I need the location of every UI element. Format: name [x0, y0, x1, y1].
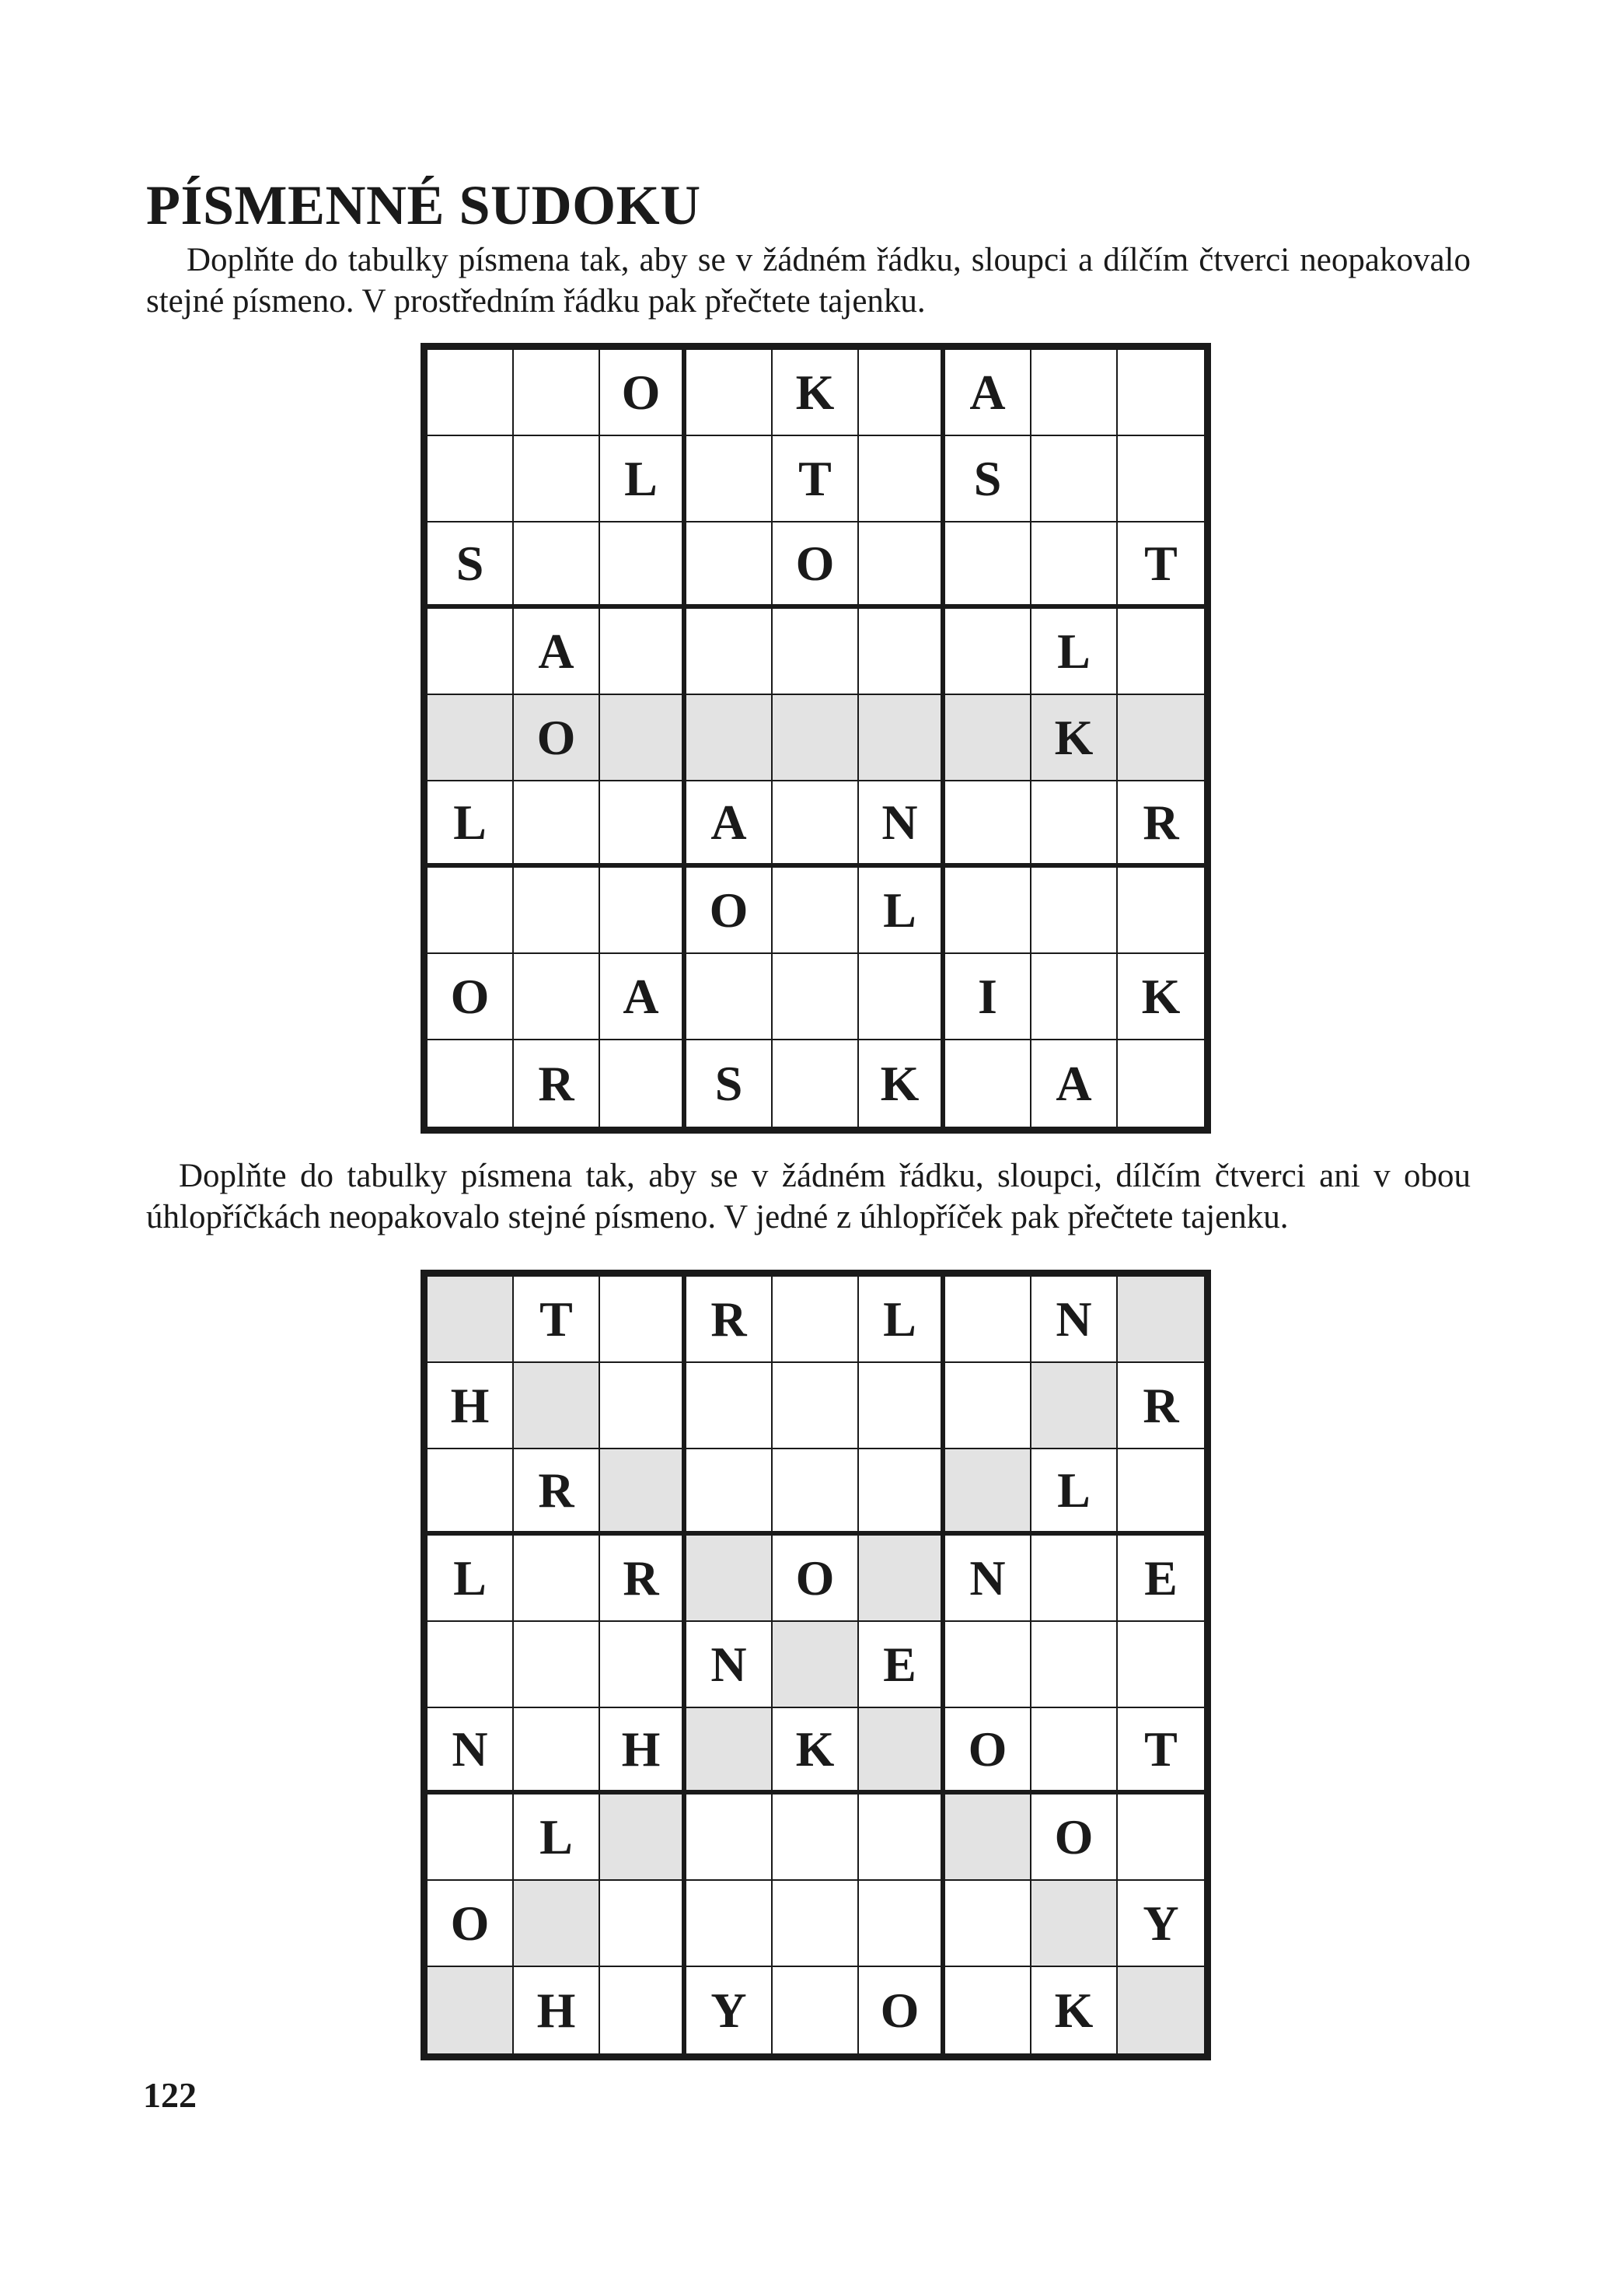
grid-cell: [514, 1881, 600, 1967]
grid-cell: [859, 350, 945, 436]
grid-cell: N: [945, 1536, 1031, 1622]
grid-cell: [859, 1449, 945, 1536]
grid-cell: [1118, 695, 1204, 781]
grid-cell: [773, 1967, 859, 2053]
grid-cell: S: [686, 1040, 773, 1127]
sudoku-grid-1: [421, 343, 1211, 1134]
grid-cell: [773, 1795, 859, 1881]
grid-cell: [945, 1622, 1031, 1708]
grid-cell: [1031, 954, 1118, 1040]
grid-cell: [945, 868, 1031, 954]
grid-cell: [773, 1449, 859, 1536]
grid-cell: K: [1031, 695, 1118, 781]
grid-cell: [859, 954, 945, 1040]
grid-cell: [428, 1040, 514, 1127]
grid-cell: [600, 695, 686, 781]
grid-cell: [1031, 1881, 1118, 1967]
grid-cell: [686, 350, 773, 436]
grid-cell: Y: [686, 1967, 773, 2053]
grid-cell: [686, 1536, 773, 1622]
grid-cell: O: [1031, 1795, 1118, 1881]
grid-cell: [428, 1622, 514, 1708]
grid-cell: E: [859, 1622, 945, 1708]
grid-cell: K: [773, 350, 859, 436]
grid-cell: K: [1118, 954, 1204, 1040]
grid-cell: R: [514, 1040, 600, 1127]
grid-cell: A: [686, 781, 773, 868]
grid-cell: Y: [1118, 1881, 1204, 1967]
grid-cell: [600, 1277, 686, 1363]
grid-cell: L: [428, 1536, 514, 1622]
grid-cell: [514, 868, 600, 954]
grid-cell: O: [773, 522, 859, 609]
grid-cell: [859, 1363, 945, 1449]
page-number: 122: [143, 2075, 197, 2115]
grid-cell: [514, 522, 600, 609]
grid-cell: [945, 1363, 1031, 1449]
grid-cell: O: [859, 1967, 945, 2053]
grid-cell: [945, 609, 1031, 695]
grid-cell: [773, 868, 859, 954]
grid-cell: [1118, 868, 1204, 954]
grid-cell: [1031, 1622, 1118, 1708]
grid-cell: [859, 1795, 945, 1881]
grid-cell: [1118, 1040, 1204, 1127]
grid-cell: [859, 522, 945, 609]
grid-cell: [600, 1795, 686, 1881]
grid-cell: [428, 609, 514, 695]
grid-cell: A: [945, 350, 1031, 436]
grid-cell: K: [859, 1040, 945, 1127]
grid-cell: [686, 609, 773, 695]
grid-cell: [945, 1277, 1031, 1363]
grid-cell: O: [686, 868, 773, 954]
grid-cell: L: [514, 1795, 600, 1881]
grid-cell: H: [428, 1363, 514, 1449]
grid-cell: [945, 1967, 1031, 2053]
grid-cell: E: [1118, 1536, 1204, 1622]
grid-cell: [514, 1708, 600, 1795]
grid-cell: [600, 781, 686, 868]
grid-cell: [1118, 609, 1204, 695]
grid-cell: L: [1031, 1449, 1118, 1536]
grid-cell: [514, 1622, 600, 1708]
grid-cell: O: [945, 1708, 1031, 1795]
grid-cell: [773, 609, 859, 695]
grid-cell: [945, 1040, 1031, 1127]
grid-cell: [859, 695, 945, 781]
grid-cell: T: [1118, 1708, 1204, 1795]
grid-cell: [1031, 1536, 1118, 1622]
grid-cell: [428, 695, 514, 781]
grid-cell: N: [859, 781, 945, 868]
grid-cell: [428, 1795, 514, 1881]
grid-cell: [428, 436, 514, 522]
grid-cell: [1031, 436, 1118, 522]
grid-cell: [600, 868, 686, 954]
grid-cell: [514, 1363, 600, 1449]
grid-cell: [514, 781, 600, 868]
grid-cell: [859, 436, 945, 522]
grid-cell: L: [428, 781, 514, 868]
grid-cell: N: [428, 1708, 514, 1795]
grid-cell: [773, 1622, 859, 1708]
grid-cell: H: [514, 1967, 600, 2053]
grid-cell: [686, 1795, 773, 1881]
grid-cell: [773, 1040, 859, 1127]
puzzle2-instructions: Doplňte do tabulky písmena tak, aby se v žádném řádku, sloupci, dílčím čtverci ani v obou úhlopříčkách neopakovalo stejné písmeno. V jedné z úhlopříček pak přečtete tajenku.: [146, 1158, 1471, 1235]
sudoku-grid-2: [421, 1270, 1211, 2060]
grid-cell: [514, 436, 600, 522]
grid-cell: [1031, 1708, 1118, 1795]
grid-cell: N: [686, 1622, 773, 1708]
grid-cell: [686, 1363, 773, 1449]
grid-cell: [859, 1881, 945, 1967]
grid-cell: S: [428, 522, 514, 609]
grid-cell: O: [773, 1536, 859, 1622]
grid-cell: [1031, 522, 1118, 609]
grid-cell: R: [1118, 1363, 1204, 1449]
grid-cell: [686, 522, 773, 609]
grid-cell: [859, 1536, 945, 1622]
grid-cell: [600, 1040, 686, 1127]
grid-cell: T: [1118, 522, 1204, 609]
grid-cell: [773, 1881, 859, 1967]
grid-cell: K: [773, 1708, 859, 1795]
grid-cell: [600, 1881, 686, 1967]
grid-cell: [428, 868, 514, 954]
grid-cell: T: [773, 436, 859, 522]
grid-cell: [1118, 1967, 1204, 2053]
grid-cell: [859, 609, 945, 695]
grid-cell: [1118, 1795, 1204, 1881]
page-title: PÍSMENNÉ SUDOKU: [146, 174, 701, 236]
grid-cell: [1118, 1622, 1204, 1708]
grid-cell: [514, 350, 600, 436]
grid-cell: [945, 522, 1031, 609]
grid-cell: [1118, 350, 1204, 436]
grid-cell: [600, 1449, 686, 1536]
grid-cell: [428, 1449, 514, 1536]
grid-cell: L: [859, 1277, 945, 1363]
grid-cell: [514, 954, 600, 1040]
grid-cell: [945, 1795, 1031, 1881]
grid-cell: [1118, 1277, 1204, 1363]
grid-cell: [1031, 781, 1118, 868]
grid-cell: [600, 1622, 686, 1708]
grid-cell: A: [514, 609, 600, 695]
grid-cell: [686, 695, 773, 781]
grid-cell: O: [428, 954, 514, 1040]
grid-cell: [428, 1277, 514, 1363]
grid-cell: A: [600, 954, 686, 1040]
grid-cell: T: [514, 1277, 600, 1363]
grid-cell: L: [600, 436, 686, 522]
grid-cell: R: [1118, 781, 1204, 868]
grid-cell: R: [686, 1277, 773, 1363]
grid-cell: S: [945, 436, 1031, 522]
grid-cell: [859, 1708, 945, 1795]
grid-cell: [1118, 1449, 1204, 1536]
grid-cell: [773, 954, 859, 1040]
grid-cell: [686, 954, 773, 1040]
grid-cell: [773, 1277, 859, 1363]
grid-cell: [773, 695, 859, 781]
grid-cell: K: [1031, 1967, 1118, 2053]
grid-cell: [773, 1363, 859, 1449]
grid-cell: [945, 1881, 1031, 1967]
grid-cell: [945, 1449, 1031, 1536]
grid-cell: L: [859, 868, 945, 954]
grid-cell: [600, 522, 686, 609]
grid-cell: [773, 781, 859, 868]
grid-cell: L: [1031, 609, 1118, 695]
grid-cell: O: [428, 1881, 514, 1967]
grid-cell: [945, 781, 1031, 868]
grid-cell: [1031, 350, 1118, 436]
grid-cell: [428, 1967, 514, 2053]
grid-cell: O: [600, 350, 686, 436]
grid-cell: R: [514, 1449, 600, 1536]
grid-cell: [1031, 1363, 1118, 1449]
grid-cell: [686, 1881, 773, 1967]
grid-cell: [1031, 868, 1118, 954]
grid-cell: N: [1031, 1277, 1118, 1363]
grid-cell: [1118, 436, 1204, 522]
grid-cell: [686, 1708, 773, 1795]
grid-cell: [600, 1967, 686, 2053]
puzzle1-instructions: Doplňte do tabulky písmena tak, aby se v žádném řádku, sloupci a dílčím čtverci neopakovalo stejné písmeno. V prostředním řádku pak přečtete tajenku.: [146, 242, 1471, 320]
grid-cell: [600, 1363, 686, 1449]
grid-cell: [600, 609, 686, 695]
grid-cell: [945, 695, 1031, 781]
grid-cell: H: [600, 1708, 686, 1795]
grid-cell: O: [514, 695, 600, 781]
grid-cell: R: [600, 1536, 686, 1622]
grid-cell: [686, 1449, 773, 1536]
grid-cell: A: [1031, 1040, 1118, 1127]
grid-cell: [686, 436, 773, 522]
grid-cell: [514, 1536, 600, 1622]
grid-cell: [428, 350, 514, 436]
grid-cell: I: [945, 954, 1031, 1040]
